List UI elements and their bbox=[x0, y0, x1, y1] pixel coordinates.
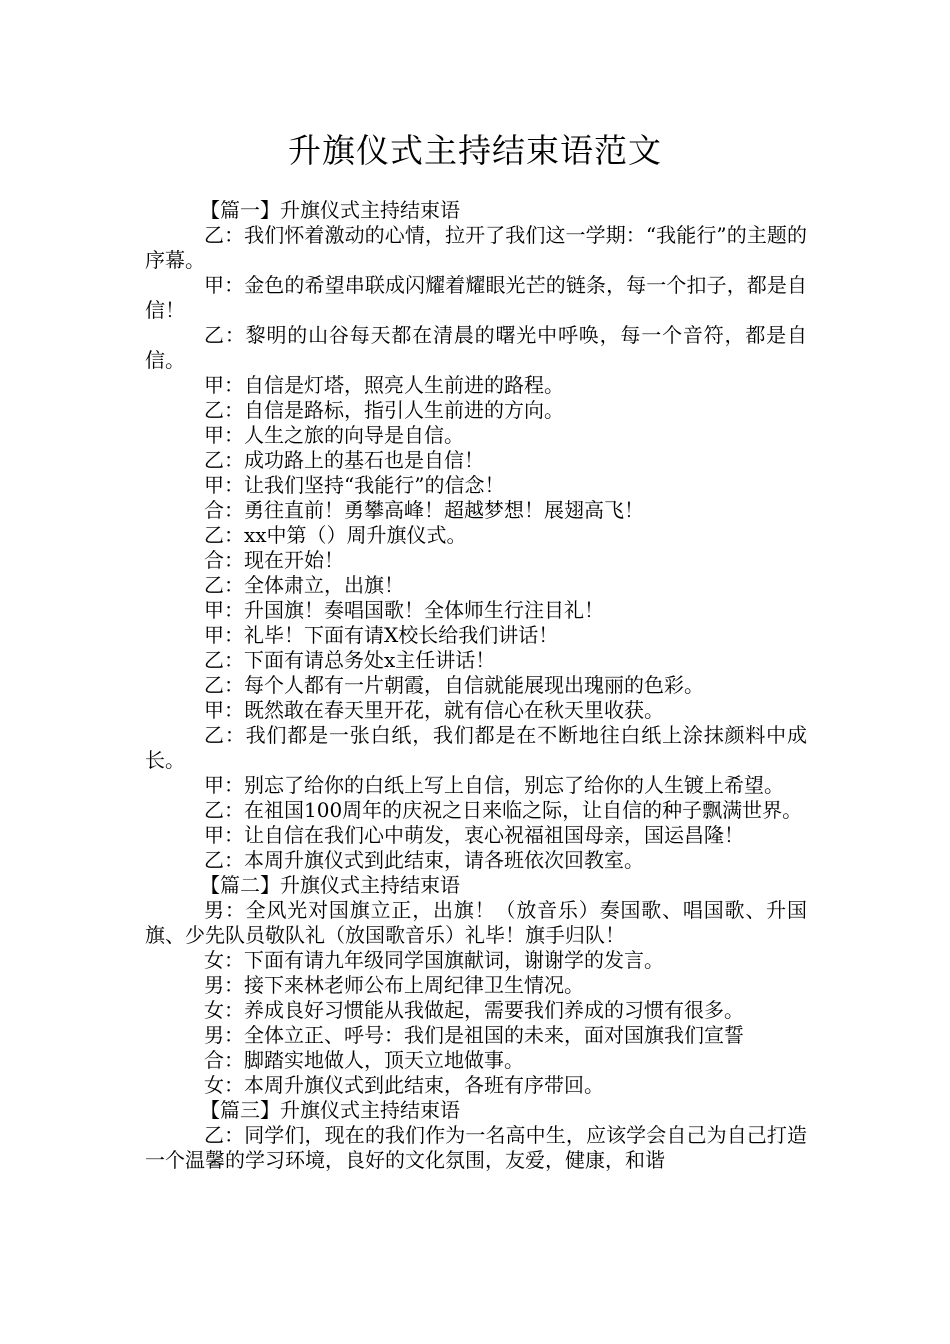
paragraph: 乙：在祖国100周年的庆祝之日来临之际，让自信的种子飘满世界。 bbox=[204, 798, 803, 822]
paragraph: 乙：每个人都有一片朝霞，自信就能展现出瑰丽的色彩。 bbox=[204, 673, 704, 697]
paragraph: 男：全风光对国旗立正，出旗！（放音乐）奏国歌、唱国歌、升国旗、少先队员敬队礼（放国歌音乐）礼毕！旗手归队！ bbox=[145, 898, 807, 947]
paragraph: 乙：全体肃立，出旗！ bbox=[204, 573, 404, 597]
paragraph: 甲：礼毕！下面有请X校长给我们讲话！ bbox=[204, 623, 559, 647]
paragraph: 甲：别忘了给你的白纸上写上自信，别忘了给你的人生镀上希望。 bbox=[204, 773, 784, 797]
section-heading: 【篇三】升旗仪式主持结束语 bbox=[200, 1098, 460, 1122]
paragraph: 甲：让自信在我们心中萌发，衷心祝福祖国母亲，国运昌隆！ bbox=[204, 823, 744, 847]
paragraph: 男：接下来林老师公布上周纪律卫生情况。 bbox=[204, 973, 584, 997]
paragraph: 乙：成功路上的基石也是自信！ bbox=[204, 448, 484, 472]
section-heading: 【篇一】升旗仪式主持结束语 bbox=[200, 198, 460, 222]
paragraph: 甲：自信是灯塔，照亮人生前进的路程。 bbox=[204, 373, 564, 397]
paragraph: 甲：金色的希望串联成闪耀着耀眼光芒的链条，每一个扣子，都是自信！ bbox=[145, 273, 807, 322]
document-title: 升旗仪式主持结束语范文 bbox=[288, 131, 662, 170]
section-heading: 【篇二】升旗仪式主持结束语 bbox=[200, 873, 460, 897]
document-body bbox=[145, 198, 807, 1173]
paragraph: 女：养成良好习惯能从我做起，需要我们养成的习惯有很多。 bbox=[204, 998, 744, 1022]
paragraph: 乙：同学们，现在的我们作为一名高中生，应该学会自己为自己打造一个温馨的学习环境，良好的文化氛围，友爱，健康，和谐 bbox=[145, 1123, 807, 1172]
paragraph: 乙：下面有请总务处x主任讲话！ bbox=[204, 648, 496, 672]
paragraph: 甲：既然敢在春天里开花，就有信心在秋天里收获。 bbox=[204, 698, 664, 722]
paragraph: 合：勇往直前！勇攀高峰！超越梦想！展翅高飞！ bbox=[204, 498, 644, 522]
paragraph: 男：全体立正、呼号：我们是祖国的未来，面对国旗我们宣誓 bbox=[204, 1023, 744, 1047]
paragraph: 女：下面有请九年级同学国旗献词，谢谢学的发言。 bbox=[204, 948, 664, 972]
paragraph: 合：现在开始！ bbox=[204, 548, 344, 572]
paragraph: 女：本周升旗仪式到此结束，各班有序带回。 bbox=[204, 1073, 604, 1097]
paragraph: 乙：xx中第（）周升旗仪式。 bbox=[204, 523, 467, 547]
paragraph: 甲：让我们坚持“我能行”的信念！ bbox=[204, 473, 505, 497]
paragraph: 甲：升国旗！奏唱国歌！全体师生行注目礼！ bbox=[204, 598, 604, 622]
paragraph: 乙：自信是路标，指引人生前进的方向。 bbox=[204, 398, 564, 422]
paragraph: 乙：黎明的山谷每天都在清晨的曙光中呼唤，每一个音符，都是自信。 bbox=[145, 323, 807, 372]
paragraph: 乙：本周升旗仪式到此结束，请各班依次回教室。 bbox=[204, 848, 644, 872]
paragraph: 合：脚踏实地做人，顶天立地做事。 bbox=[204, 1048, 524, 1072]
paragraph: 甲：人生之旅的向导是自信。 bbox=[204, 423, 464, 447]
paragraph: 乙：我们都是一张白纸，我们都是在不断地往白纸上涂抹颜料中成长。 bbox=[145, 723, 807, 772]
paragraph: 乙：我们怀着激动的心情，拉开了我们这一学期：“我能行”的主题的序幕。 bbox=[145, 223, 807, 272]
